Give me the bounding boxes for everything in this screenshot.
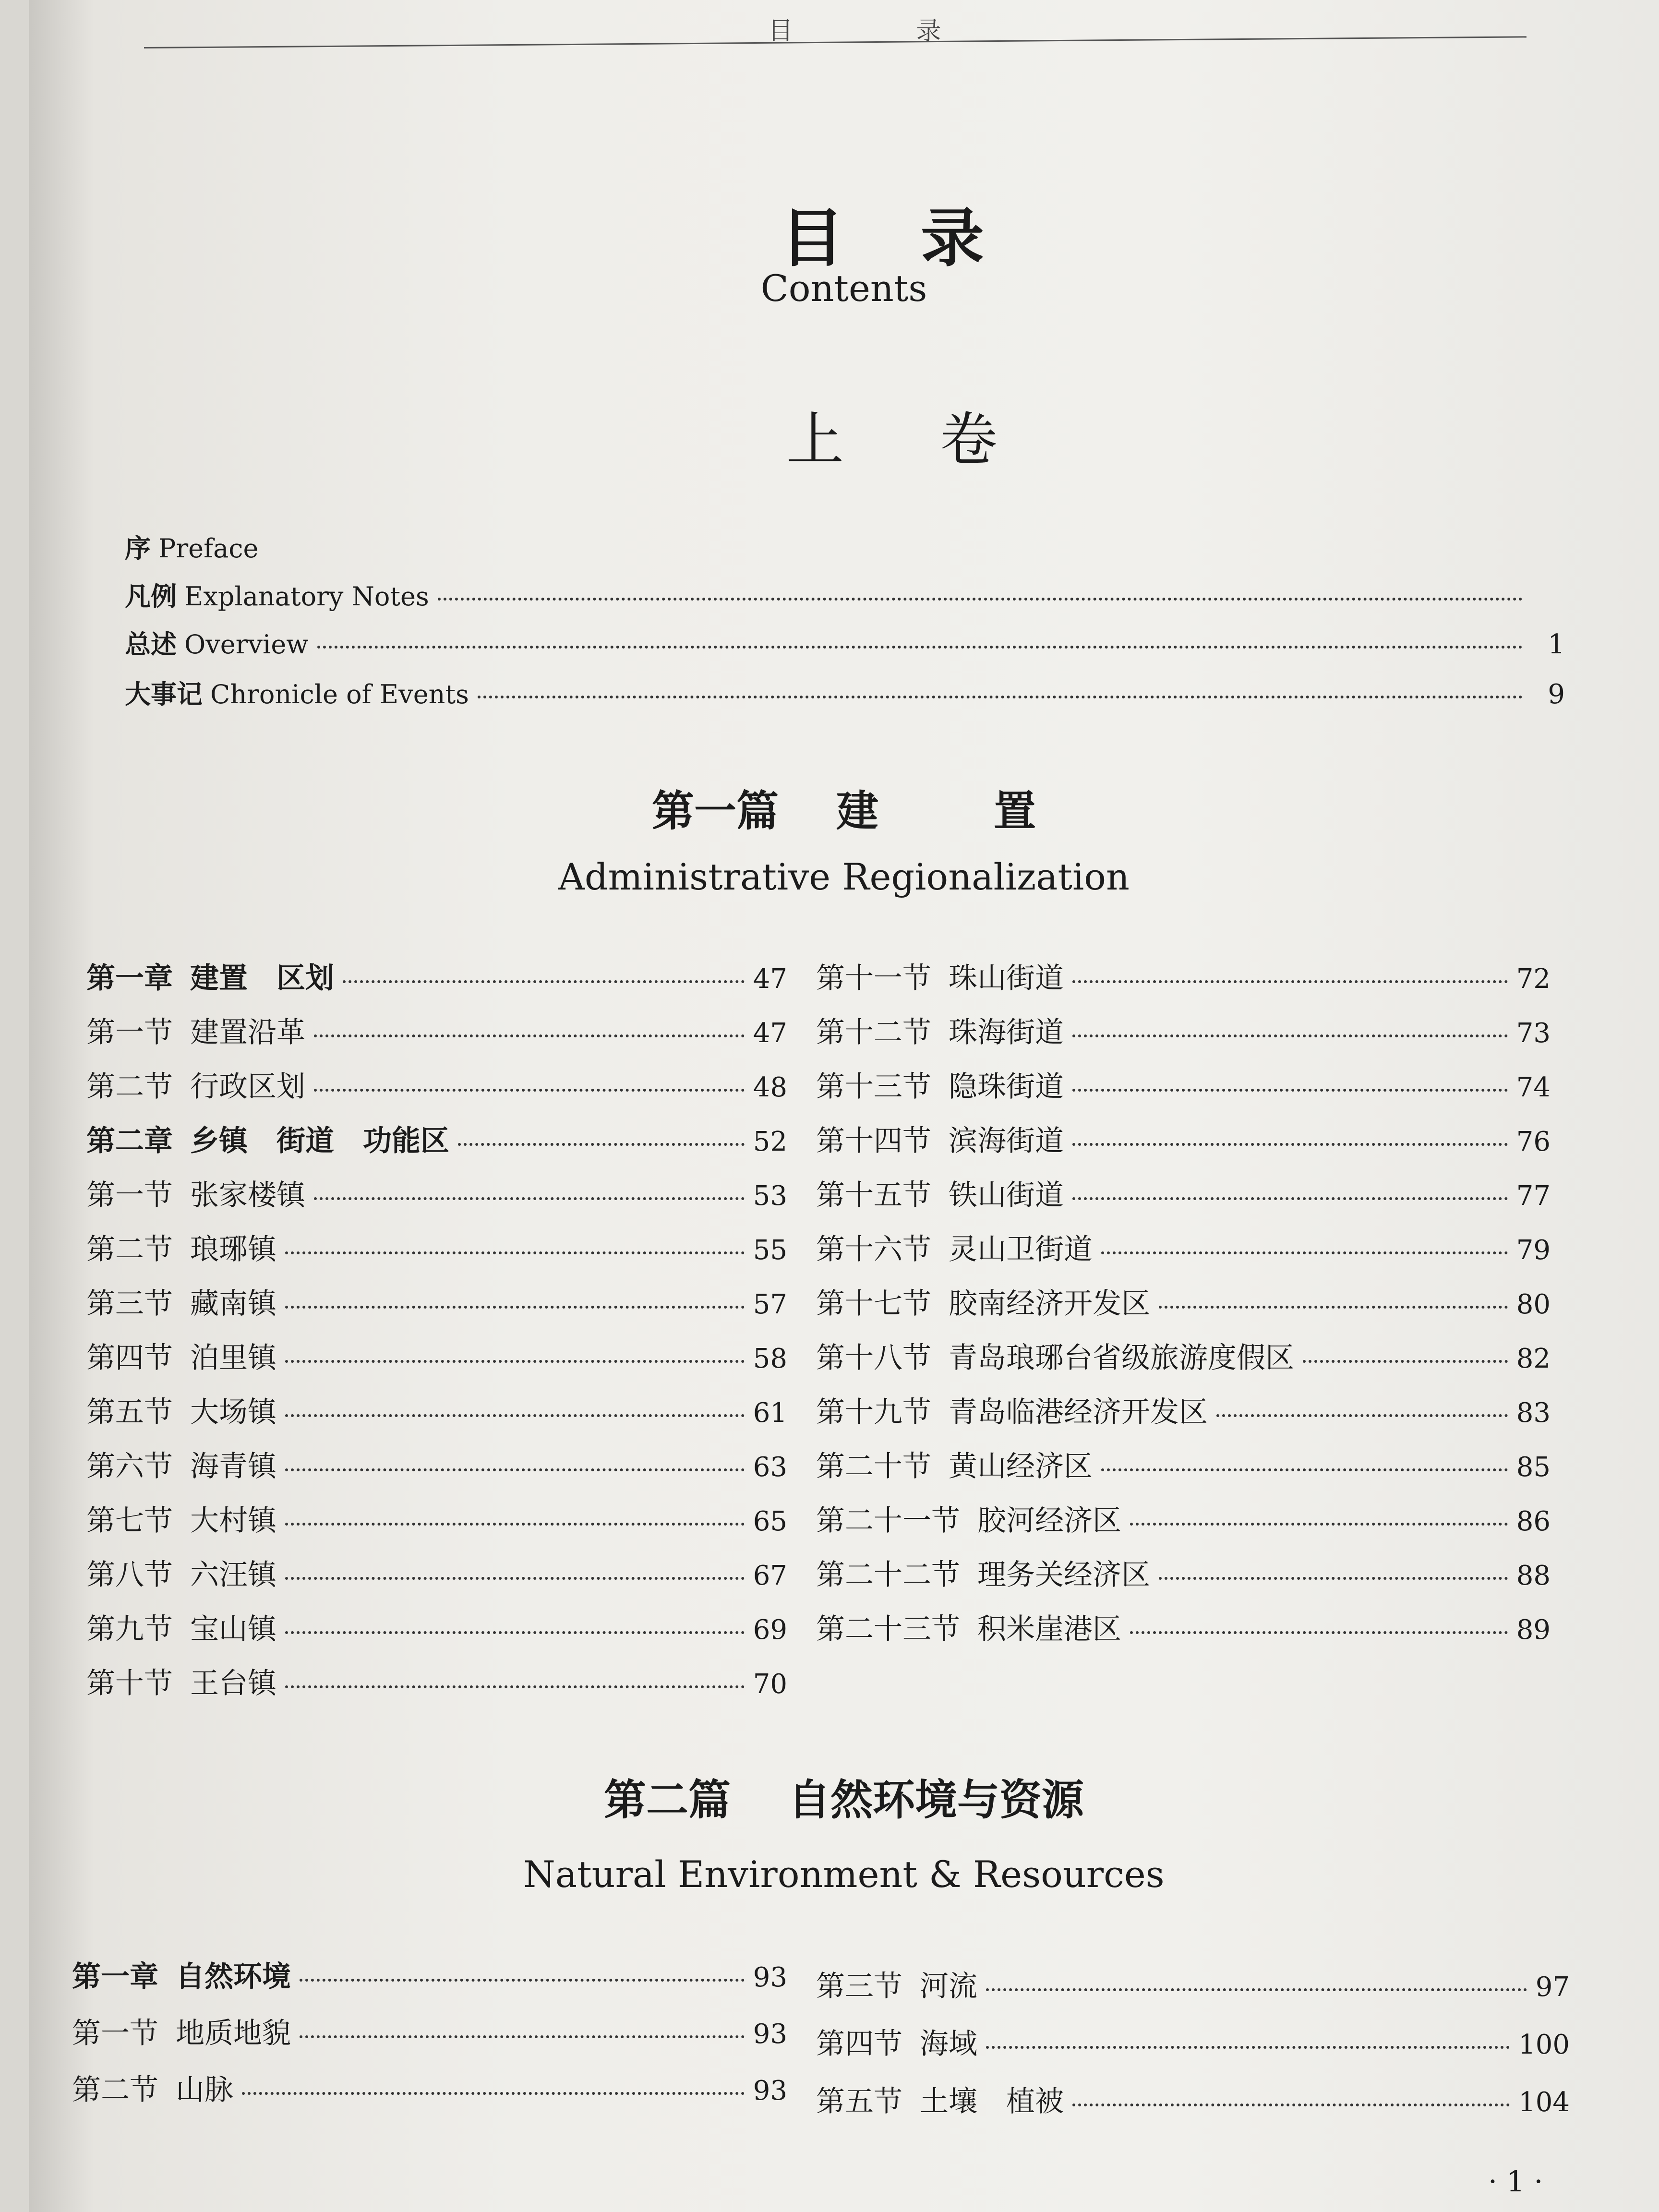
page-number: 83 <box>1516 1397 1551 1429</box>
entry-number: 第十四节 <box>816 1124 931 1158</box>
dot-leader <box>1130 1523 1508 1526</box>
entry-number: 第一节 <box>72 2017 158 2050</box>
dot-leader <box>317 646 1523 649</box>
entry-number: 第二节 <box>86 1070 173 1104</box>
entry-title: 地质地貌 <box>176 2017 291 2050</box>
front-item-cn: 凡例 <box>125 581 177 612</box>
page-number: 104 <box>1518 2087 1570 2118</box>
entry-title: 自然环境 <box>176 1960 291 1994</box>
front-item-notes <box>125 576 1565 624</box>
dot-leader <box>1130 1631 1508 1634</box>
entry-title: 大场镇 <box>190 1395 276 1429</box>
toc-section-entry <box>72 2067 787 2108</box>
front-item-overview <box>125 624 1565 674</box>
toc-section-entry <box>816 1389 1551 1431</box>
dot-leader <box>285 1251 745 1254</box>
toc-section-entry <box>86 1606 787 1647</box>
entry-number: 第三节 <box>86 1287 173 1321</box>
page-folio: · 1 · <box>1488 2165 1543 2199</box>
dot-leader <box>458 1143 745 1146</box>
page-number: 48 <box>753 1072 787 1103</box>
toc-section-entry <box>816 955 1551 997</box>
entry-title: 行政区划 <box>190 1070 305 1104</box>
entry-title: 建置 区划 <box>190 962 334 995</box>
toc-section-entry <box>86 1389 787 1431</box>
entry-title: 积米崖港区 <box>977 1612 1121 1646</box>
toc-section-entry <box>86 1335 787 1376</box>
toc-section-entry <box>816 1498 1551 1539</box>
toc-section-entry <box>86 1552 787 1593</box>
dot-leader <box>300 2035 745 2038</box>
page-number: 93 <box>753 2019 787 2050</box>
entry-title: 琅琊镇 <box>190 1233 276 1266</box>
dot-leader <box>986 2046 1510 2049</box>
dot-leader <box>1101 1468 1508 1471</box>
entry-number: 第四节 <box>816 2027 902 2061</box>
page-number: 80 <box>1516 1289 1551 1320</box>
entry-number: 第一章 <box>86 962 173 995</box>
dot-leader <box>314 1034 745 1037</box>
entry-title: 理务关经济区 <box>977 1558 1150 1592</box>
page-number: 47 <box>753 963 787 995</box>
dot-leader <box>1072 1197 1508 1200</box>
entry-title: 河流 <box>920 1970 977 2003</box>
toc-section-entry <box>86 1010 787 1051</box>
entry-title: 隐珠街道 <box>949 1070 1064 1104</box>
dot-leader <box>285 1577 745 1580</box>
entry-number: 第八节 <box>86 1558 173 1592</box>
toc-section-entry <box>816 1443 1551 1485</box>
entry-number: 第二十节 <box>816 1450 931 1483</box>
page-number: 72 <box>1516 963 1551 995</box>
page-number: 93 <box>753 1962 787 1993</box>
page-number: 89 <box>1516 1614 1551 1646</box>
dot-leader <box>1303 1360 1508 1363</box>
page-number: 100 <box>1518 2029 1570 2060</box>
dot-leader <box>285 1685 745 1688</box>
page-number: 65 <box>753 1506 787 1537</box>
entry-number: 第二节 <box>86 1233 173 1266</box>
page-title-english: Contents <box>760 267 927 310</box>
toc-section-entry <box>816 1335 1551 1376</box>
part1-number: 第一篇 <box>651 786 779 836</box>
entry-title: 青岛临港经济开发区 <box>949 1395 1208 1429</box>
toc-section-entry <box>816 1064 1551 1105</box>
entry-title: 海域 <box>920 2027 977 2061</box>
toc-section-entry <box>86 1443 787 1485</box>
toc-section-entry <box>816 1963 1570 2005</box>
page-number: 76 <box>1516 1126 1551 1157</box>
page-number: 63 <box>753 1452 787 1483</box>
toc-chapter-entry <box>86 1118 787 1159</box>
dot-leader <box>1072 1143 1508 1146</box>
entry-title: 滨海街道 <box>949 1124 1064 1158</box>
dot-leader <box>285 1414 745 1417</box>
part1-heading-english: Administrative Regionalization <box>558 855 1130 898</box>
entry-number: 第二十三节 <box>816 1612 960 1646</box>
page-number: 86 <box>1516 1506 1551 1537</box>
dot-leader <box>1072 2104 1510 2106</box>
entry-title: 建置沿革 <box>190 1016 305 1049</box>
dot-leader <box>285 1306 745 1309</box>
part1-title-b: 置 <box>994 786 1036 836</box>
dot-leader <box>1072 1089 1508 1092</box>
page-number: 85 <box>1516 1452 1551 1483</box>
page-number: 93 <box>753 2075 787 2106</box>
entry-title: 泊里镇 <box>190 1341 276 1375</box>
part2-heading-english: Natural Environment & Resources <box>523 1853 1165 1896</box>
page-number: 74 <box>1516 1072 1551 1103</box>
entry-number: 第十节 <box>86 1667 173 1700</box>
entry-title: 胶河经济区 <box>977 1504 1121 1538</box>
toc-section-entry <box>816 1552 1551 1593</box>
toc-section-entry <box>86 1172 787 1214</box>
page-number: 88 <box>1516 1560 1551 1591</box>
page-number: 67 <box>753 1560 787 1591</box>
page-number: 9 <box>1548 679 1565 710</box>
entry-number: 第十一节 <box>816 962 931 995</box>
entry-number: 第二章 <box>86 1124 173 1158</box>
page-number: 77 <box>1516 1180 1551 1212</box>
page-number: 97 <box>1535 1972 1570 2003</box>
entry-title: 六汪镇 <box>190 1558 276 1592</box>
entry-number: 第十六节 <box>816 1233 931 1266</box>
entry-number: 第十三节 <box>816 1070 931 1104</box>
entry-number: 第十七节 <box>816 1287 931 1321</box>
entry-number: 第二十一节 <box>816 1504 960 1538</box>
entry-title: 珠海街道 <box>949 1016 1064 1049</box>
entry-number: 第四节 <box>86 1341 173 1375</box>
volume-title: 上卷 <box>786 407 1094 473</box>
entry-title: 乡镇 街道 功能区 <box>190 1124 449 1158</box>
page-number: 69 <box>753 1614 787 1646</box>
toc-section-entry <box>816 2021 1570 2062</box>
page <box>29 0 1659 2212</box>
toc-section-entry <box>86 1064 787 1105</box>
front-item-cn: 序 <box>125 533 151 564</box>
entry-title: 张家楼镇 <box>190 1178 305 1212</box>
page-number: 1 <box>1548 629 1565 660</box>
toc-chapter-entry <box>72 1954 787 1995</box>
toc-section-entry <box>816 1281 1551 1322</box>
dot-leader <box>478 696 1523 698</box>
toc-section-entry <box>816 1226 1551 1268</box>
toc-section-entry <box>86 1226 787 1268</box>
page-number: 73 <box>1516 1018 1551 1049</box>
entry-title: 灵山卫街道 <box>949 1233 1093 1266</box>
entry-number: 第十九节 <box>816 1395 931 1429</box>
front-item-chronicle <box>125 674 1565 722</box>
running-head: 目 录 <box>768 17 999 46</box>
page-number: 79 <box>1516 1235 1551 1266</box>
dot-leader <box>986 1988 1527 1991</box>
entry-number: 第五节 <box>86 1395 173 1429</box>
front-item-en: Preface <box>158 533 259 564</box>
dot-leader <box>1159 1306 1508 1309</box>
toc-section-entry <box>816 1118 1551 1159</box>
entry-number: 第九节 <box>86 1612 173 1646</box>
entry-number: 第五节 <box>816 2085 902 2118</box>
entry-title: 山脉 <box>176 2073 233 2107</box>
toc-section-entry <box>816 1606 1551 1647</box>
page-number: 82 <box>1516 1343 1551 1374</box>
dot-leader <box>438 598 1523 601</box>
entry-title: 王台镇 <box>190 1667 276 1700</box>
front-item-en: Chronicle of Events <box>210 679 469 709</box>
dot-leader <box>242 2092 745 2095</box>
front-item-cn: 大事记 <box>125 679 203 709</box>
dot-leader <box>343 980 745 983</box>
page-number: 52 <box>753 1126 787 1157</box>
toc-section-entry <box>86 1281 787 1322</box>
front-item-preface <box>125 528 1565 576</box>
entry-title: 青岛琅琊台省级旅游度假区 <box>949 1341 1294 1375</box>
entry-number: 第三节 <box>816 1970 902 2003</box>
dot-leader <box>1072 980 1508 983</box>
part2-title: 自然环境与资源 <box>788 1775 1084 1825</box>
dot-leader <box>1159 1577 1508 1580</box>
toc-section-entry <box>72 2010 787 2052</box>
front-item-en: Explanatory Notes <box>184 581 429 612</box>
toc-chapter-entry <box>86 955 787 997</box>
entry-title: 宝山镇 <box>190 1612 276 1646</box>
entry-title: 土壤 植被 <box>920 2085 1064 2118</box>
entry-title: 海青镇 <box>190 1450 276 1483</box>
entry-title: 藏南镇 <box>190 1287 276 1321</box>
part1-title-a: 建 <box>836 786 878 836</box>
entry-number: 第二节 <box>72 2073 158 2107</box>
entry-title: 铁山街道 <box>949 1178 1064 1212</box>
front-item-en: Overview <box>184 629 309 660</box>
dot-leader <box>285 1468 745 1471</box>
toc-section-entry <box>816 1172 1551 1214</box>
entry-number: 第一章 <box>72 1960 158 1994</box>
toc-section-entry <box>86 1498 787 1539</box>
entry-title: 大村镇 <box>190 1504 276 1538</box>
entry-number: 第一节 <box>86 1016 173 1049</box>
toc-section-entry <box>816 2079 1570 2120</box>
part1-heading <box>29 778 1659 838</box>
page-number: 53 <box>753 1180 787 1212</box>
page-number: 55 <box>753 1235 787 1266</box>
front-item-cn: 总述 <box>125 629 177 660</box>
page-number: 57 <box>753 1289 787 1320</box>
entry-title: 黄山经济区 <box>949 1450 1093 1483</box>
page-number: 61 <box>753 1397 787 1429</box>
page-number: 58 <box>753 1343 787 1374</box>
dot-leader <box>1216 1414 1508 1417</box>
toc-section-entry <box>816 1010 1551 1051</box>
page-number: 70 <box>753 1669 787 1700</box>
page-title: 目录 <box>781 201 1061 276</box>
dot-leader <box>285 1523 745 1526</box>
entry-title: 胶南经济开发区 <box>949 1287 1150 1321</box>
entry-number: 第十八节 <box>816 1341 931 1375</box>
entry-number: 第一节 <box>86 1178 173 1212</box>
dot-leader <box>285 1360 745 1363</box>
dot-leader <box>1101 1251 1508 1254</box>
dot-leader <box>314 1089 745 1092</box>
entry-number: 第七节 <box>86 1504 173 1538</box>
entry-number: 第十二节 <box>816 1016 931 1049</box>
dot-leader <box>314 1197 745 1200</box>
part2-number: 第二篇 <box>603 1775 731 1825</box>
dot-leader <box>300 1979 745 1982</box>
front-matter-list <box>125 528 1565 722</box>
entry-number: 第二十二节 <box>816 1558 960 1592</box>
entry-title: 珠山街道 <box>949 962 1064 995</box>
entry-number: 第十五节 <box>816 1178 931 1212</box>
dot-leader <box>1072 1034 1508 1037</box>
page-number: 47 <box>753 1018 787 1049</box>
toc-section-entry <box>86 1660 787 1702</box>
entry-number: 第六节 <box>86 1450 173 1483</box>
dot-leader <box>285 1631 745 1634</box>
part2-heading <box>29 1767 1659 1827</box>
